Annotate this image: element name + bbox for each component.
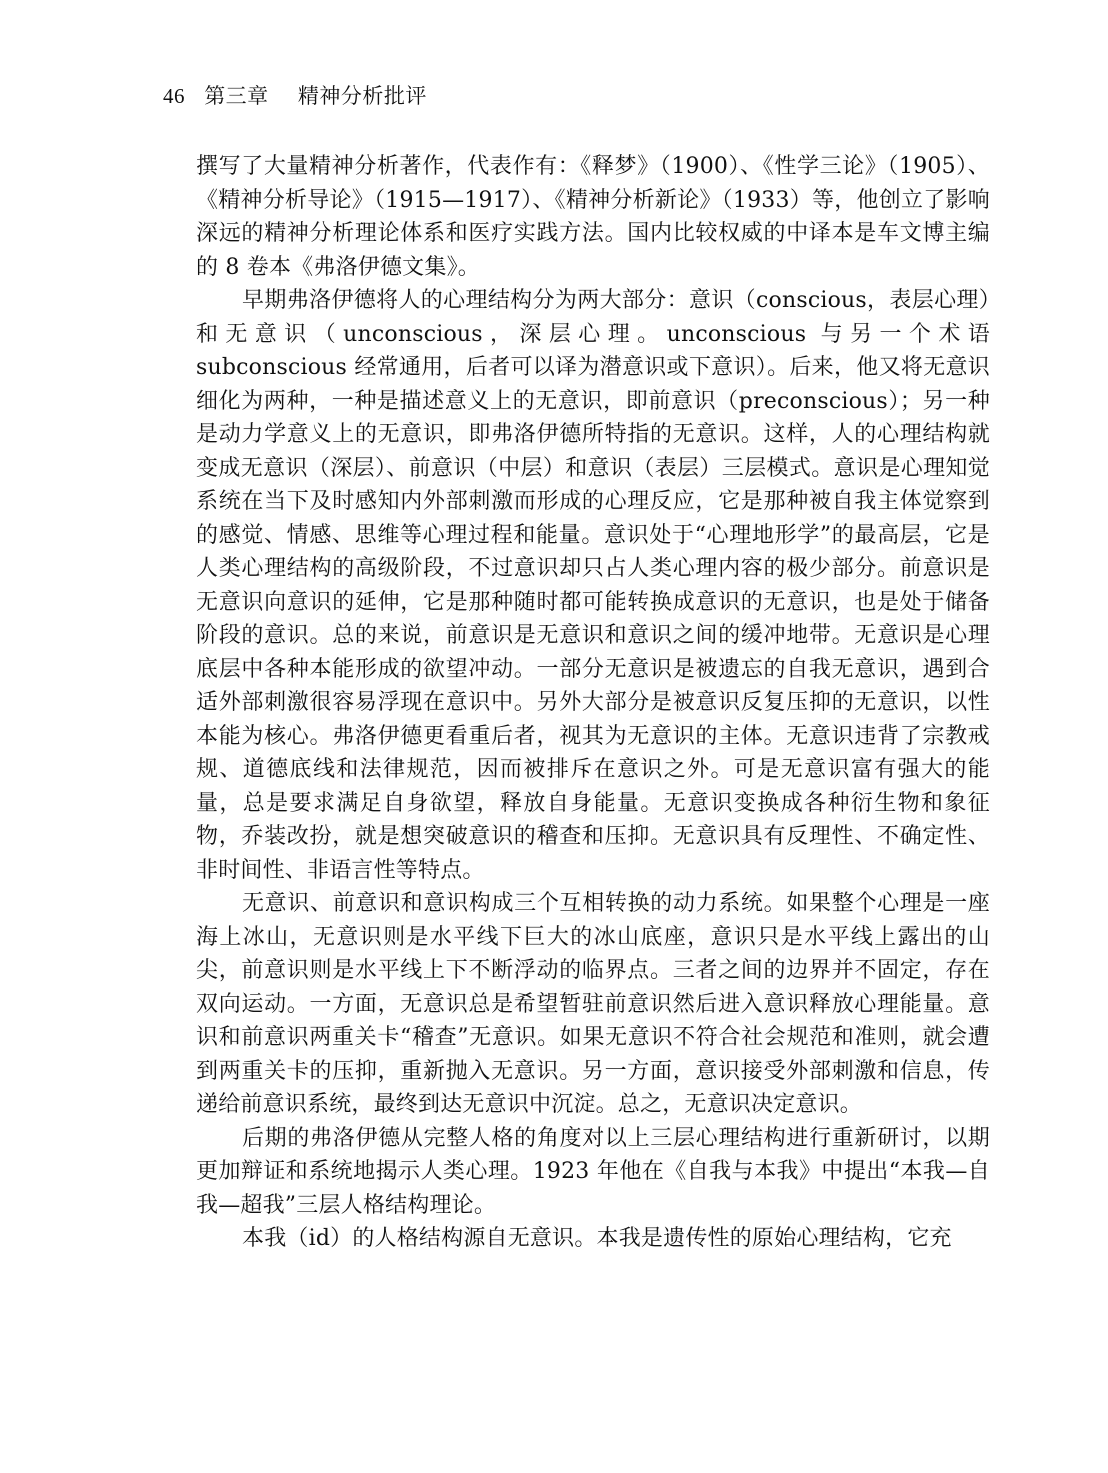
paragraph: 早期弗洛伊德将人的心理结构分为两大部分：意识（conscious，表层心理）和无意识（unconscious，深层心理。unconscious 与另一个术语 subconscious 经常通用，后者可以译为潜意识或下意识）。后来，他又将无意识细化为两种，一种是描述意义上的无意识，即前意识（preconscious）；另一种是动力学意义上的无意识，即弗洛伊德所特指的无意识。这样，人的心理结构就变成无意识（深层）、前意识（中层）和意识（表层）三层模式。意识是心理知觉系统在当下及时感知内外部刺激而形成的心理反应，它是那种被自我主体觉察到的感觉、情感、思维等心理过程和能量。意识处于“心理地形学”的最高层，它是人类心理结构的高级阶段，不过意识却只占人类心理内容的极少部分。前意识是无意识向意识的延伸，它是那种随时都可能转换成意识的无意识，也是处于储备阶段的意识。总的来说，前意识是无意识和意识之间的缓冲地带。无意识是心理底层中各种本能形成的欲望冲动。一部分无意识是被遗忘的自我无意识，遇到合适外部刺激很容易浮现在意识中。另外大部分是被意识反复压抑的无意识，以性本能为核心。弗洛伊德更看重后者，视其为无意识的主体。无意识违背了宗教戒规、道德底线和法律规范，因而被排斥在意识之外。可是无意识富有强大的能量，总是要求满足自身欲望，释放自身能量。无意识变换成各种衍生物和象征物，乔装改扮，就是想突破意识的稽查和压抑。无意识具有反理性、不确定性、非时间性、非语言性等特点。 bbox=[196, 288, 990, 883]
paragraph: 本我（id）的人格结构源自无意识。本我是遗传性的原始心理结构，它充 bbox=[242, 1226, 952, 1251]
body-text bbox=[196, 150, 990, 1256]
paragraph-continued: 撰写了大量精神分析著作，代表作有：《释梦》（1900）、《性学三论》（1905）、《精神分析导论》（1915—1917）、《精神分析新论》（1933）等，他创立了影响深远的精神分析理论体系和医疗实践方法。国内比较权威的中译本是车文博主编的 8 卷本《弗洛伊德文集》。 bbox=[196, 154, 990, 280]
chapter-label: 第三章 bbox=[204, 84, 269, 108]
paragraph: 后期的弗洛伊德从完整人格的角度对以上三层心理结构进行重新研讨，以期更加辩证和系统地揭示人类心理。1923 年他在《自我与本我》中提出“本我—自我—超我”三层人格结构理论。 bbox=[196, 1125, 990, 1218]
chapter-title: 精神分析批评 bbox=[297, 84, 427, 108]
page-number: 46 bbox=[163, 84, 185, 108]
paragraph: 无意识、前意识和意识构成三个互相转换的动力系统。如果整个心理是一座海上冰山，无意识则是水平线下巨大的冰山底座，意识只是水平线上露出的山尖，前意识则是水平线上下不断浮动的临界点。三者之间的边界并不固定，存在双向运动。一方面，无意识总是希望暂驻前意识然后进入意识释放心理能量。意识和前意识两重关卡“稽查”无意识。如果无意识不符合社会规范和准则，就会遭到两重关卡的压抑，重新抛入无意识。另一方面，意识接受外部刺激和信息，传递给前意识系统，最终到达无意识中沉淀。总之，无意识决定意识。 bbox=[196, 891, 990, 1117]
running-head bbox=[163, 82, 427, 110]
